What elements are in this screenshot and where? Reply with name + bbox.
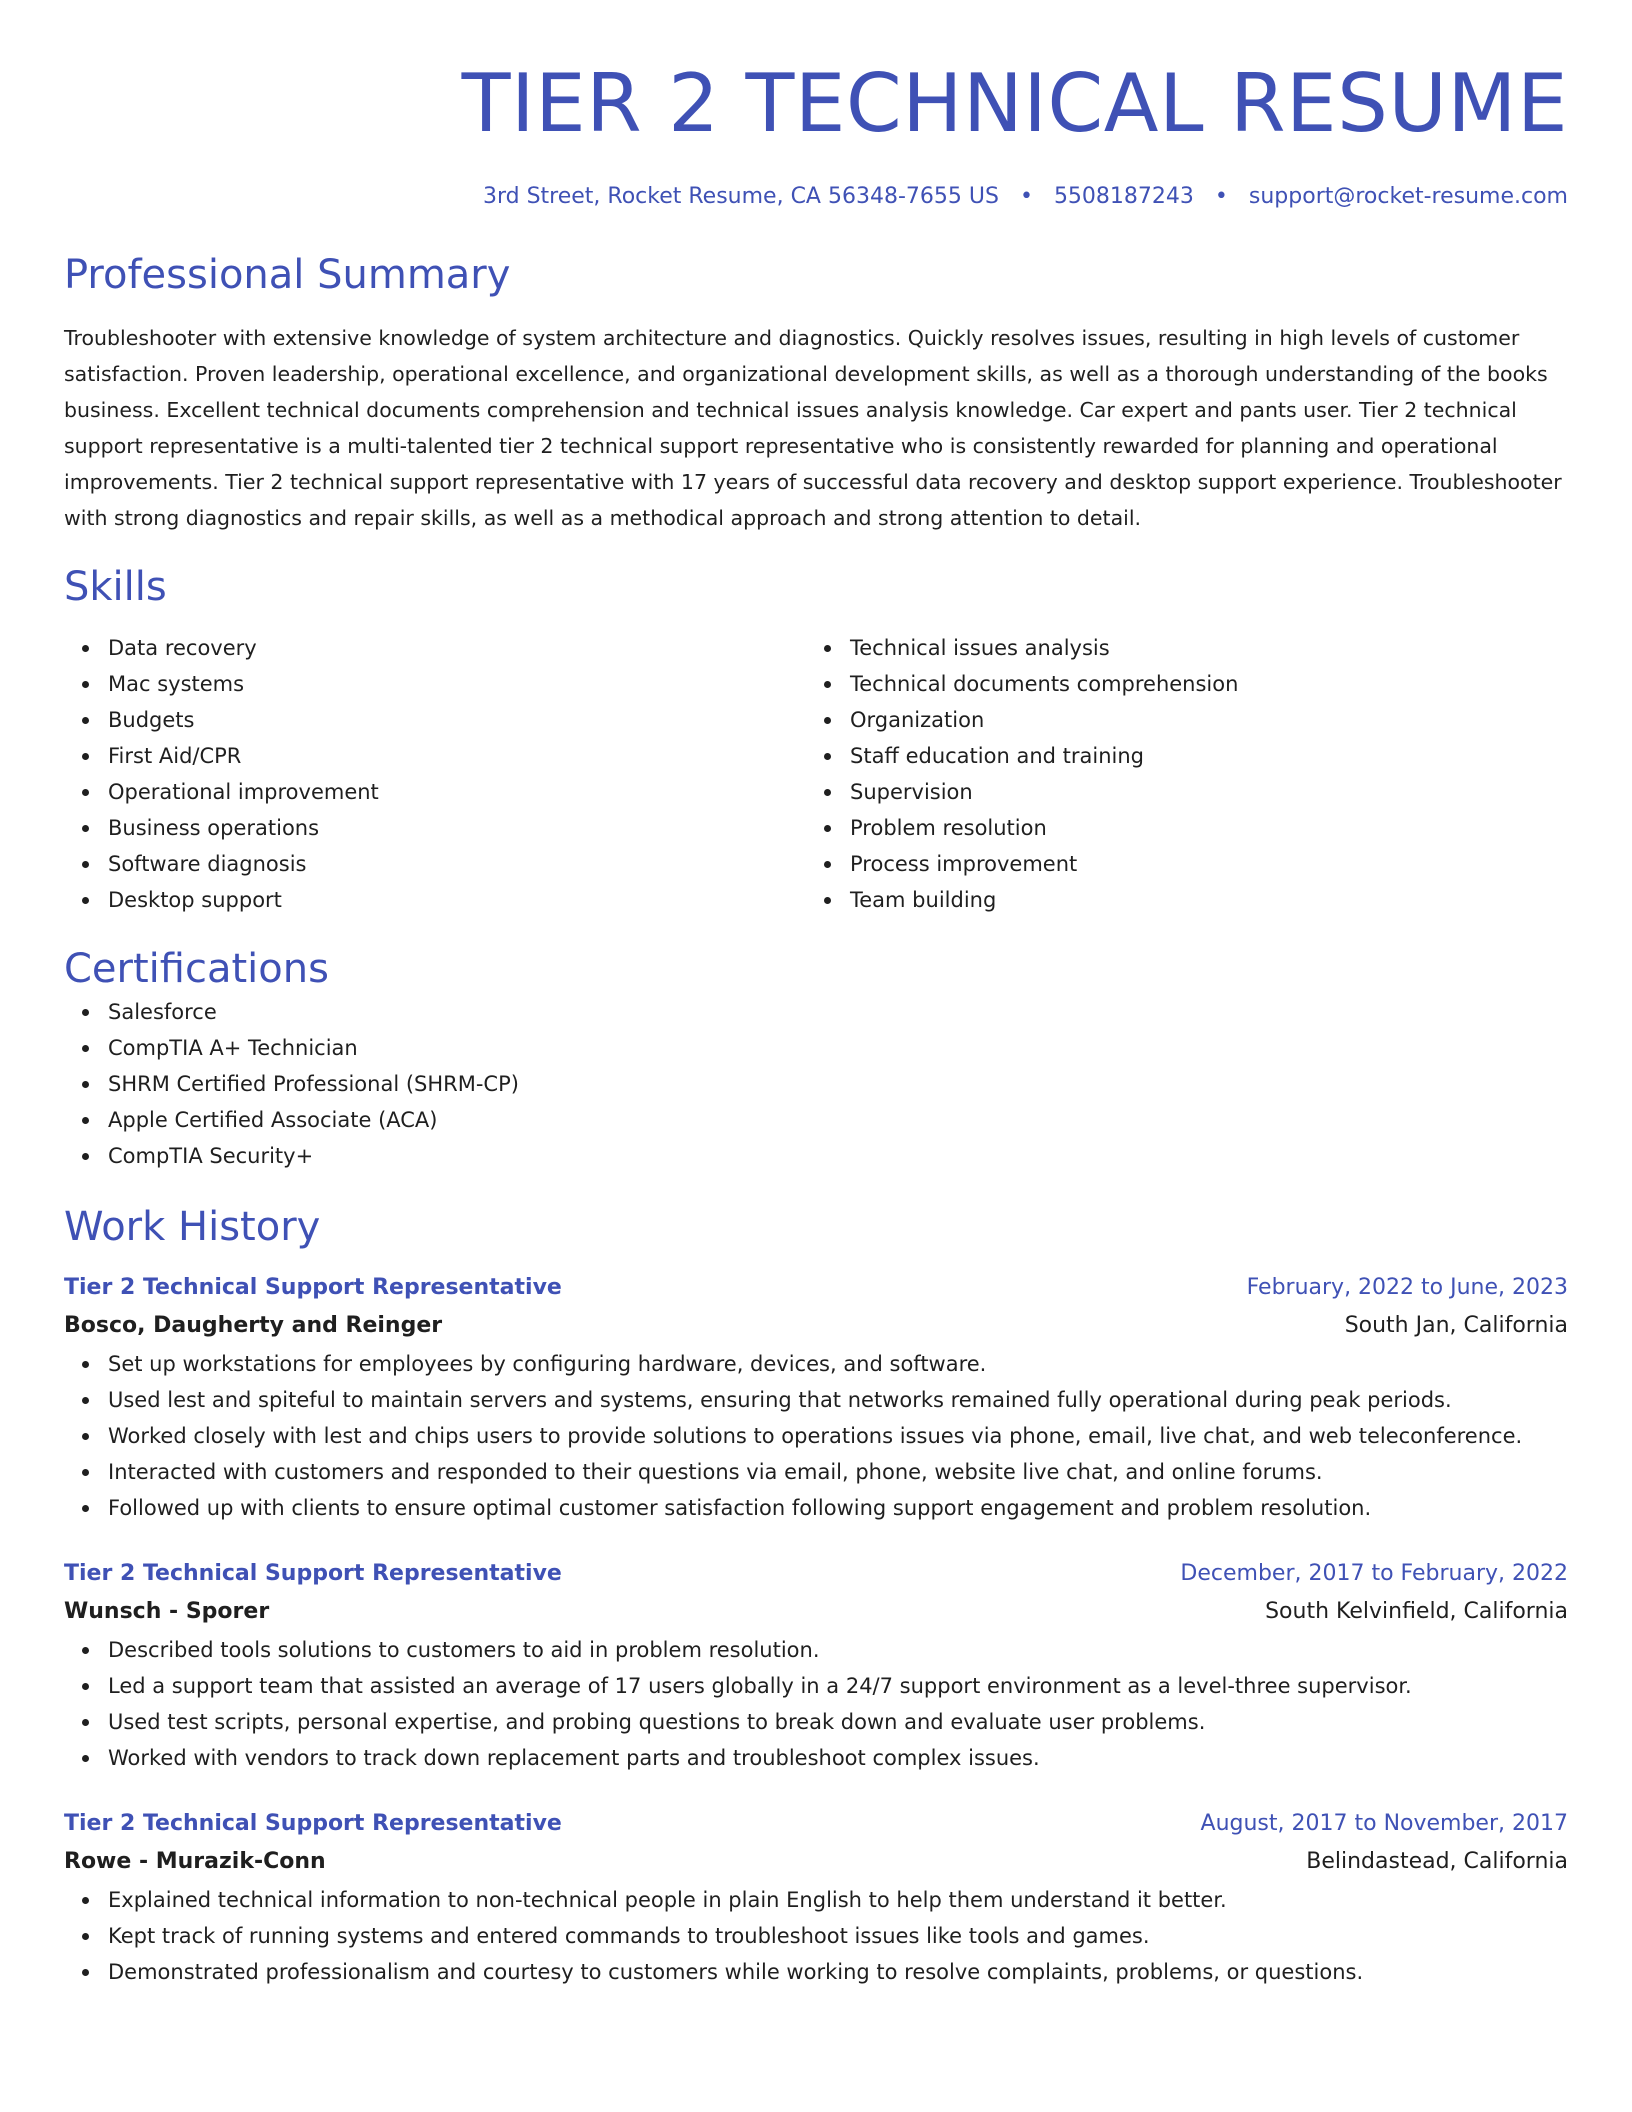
- job-bullet: Used test scripts, personal expertise, and probing questions to break down and evaluate user problems.: [108, 1704, 1568, 1740]
- skill-item: Data recovery: [108, 630, 806, 666]
- summary-text: Troubleshooter with extensive knowledge of system architecture and diagnostics. Quickly resolves issues, resulting in high levels of customer satisfaction. Proven leadership, operational excellence, and organizational development skills, as well as a thorough understanding of the books business. Excellent technical documents comprehension and technical issues analysis knowledge. Car expert and pants user. Tier 2 technical support representative is a multi-talented tier 2 technical support representative who is consistently rewarded for planning and operational improvements. Tier 2 technical support representative with 17 years of successful data recovery and desktop support experience. Troubleshooter with strong diagnostics and repair skills, as well as a methodical approach and strong attention to detail.: [64, 326, 1562, 530]
- job-title: Tier 2 Technical Support Representative: [64, 1275, 562, 1300]
- skills-list-right: [806, 630, 1548, 918]
- skill-item: Software diagnosis: [108, 846, 806, 882]
- job-entry: [64, 1270, 1568, 1526]
- skill-item: Problem resolution: [850, 810, 1548, 846]
- contact-separator: •: [1019, 184, 1033, 209]
- job-location: South Kelvinfield, California: [1265, 1599, 1568, 1624]
- skills-grid: [64, 630, 1568, 918]
- job-employer-row: [64, 1306, 1568, 1346]
- work-history-heading: Work History: [64, 1204, 321, 1250]
- job-bullets: [64, 1632, 1568, 1776]
- contact-phone: 5508187243: [1053, 184, 1194, 209]
- summary-heading: Professional Summary: [64, 252, 511, 298]
- job-bullets: [64, 1882, 1568, 1990]
- contact-separator: •: [1214, 184, 1228, 209]
- skill-item: Budgets: [108, 702, 806, 738]
- job-title: Tier 2 Technical Support Representative: [64, 1811, 562, 1836]
- job-bullet: Kept track of running systems and entered commands to troubleshoot issues like tools and games.: [108, 1918, 1568, 1954]
- job-bullet: Demonstrated professionalism and courtesy to customers while working to resolve complaints, problems, or questions.: [108, 1954, 1568, 1990]
- job-header-row: [64, 1270, 1568, 1306]
- job-bullet: Worked with vendors to track down replacement parts and troubleshoot complex issues.: [108, 1740, 1568, 1776]
- job-bullet: Worked closely with lest and chips users to provide solutions to operations issues via phone, email, live chat, and web teleconference.: [108, 1418, 1568, 1454]
- job-location: Belindastead, California: [1306, 1849, 1568, 1874]
- job-dates: August, 2017 to November, 2017: [1200, 1811, 1568, 1836]
- skill-item: Supervision: [850, 774, 1548, 810]
- job-employer-row: [64, 1842, 1568, 1882]
- contact-line: [64, 182, 1568, 212]
- job-bullet: Set up workstations for employees by configuring hardware, devices, and software.: [108, 1346, 1568, 1382]
- skill-item: Team building: [850, 882, 1548, 918]
- certifications-heading: Certifications: [64, 946, 329, 992]
- skill-item: Staff education and training: [850, 738, 1548, 774]
- certifications-list: [64, 994, 1568, 1174]
- skill-item: Process improvement: [850, 846, 1548, 882]
- skill-item: Desktop support: [108, 882, 806, 918]
- job-dates: February, 2022 to June, 2023: [1246, 1275, 1568, 1300]
- certification-item: Salesforce: [108, 994, 1568, 1030]
- skill-item: Operational improvement: [108, 774, 806, 810]
- contact-address: 3rd Street, Rocket Resume, CA 56348-7655 US: [482, 184, 999, 209]
- skill-item: Technical documents comprehension: [850, 666, 1548, 702]
- job-entry: [64, 1556, 1568, 1776]
- job-company: Wunsch - Sporer: [64, 1599, 270, 1624]
- job-bullet: Used lest and spiteful to maintain servers and systems, ensuring that networks remained fully operational during peak periods.: [108, 1382, 1568, 1418]
- job-bullet: Followed up with clients to ensure optimal customer satisfaction following support engagement and problem resolution.: [108, 1490, 1568, 1526]
- job-bullets: [64, 1346, 1568, 1526]
- job-header-row: [64, 1556, 1568, 1592]
- skill-item: Business operations: [108, 810, 806, 846]
- job-header-row: [64, 1806, 1568, 1842]
- skill-item: First Aid/CPR: [108, 738, 806, 774]
- job-bullet: Led a support team that assisted an average of 17 users globally in a 24/7 support environment as a level-three supervisor.: [108, 1668, 1568, 1704]
- job-company: Rowe - Murazik-Conn: [64, 1849, 326, 1874]
- job-company: Bosco, Daugherty and Reinger: [64, 1313, 443, 1338]
- job-bullet: Interacted with customers and responded to their questions via email, phone, website live chat, and online forums.: [108, 1454, 1568, 1490]
- job-location: South Jan, California: [1344, 1313, 1568, 1338]
- job-bullet: Explained technical information to non-technical people in plain English to help them understand it better.: [108, 1882, 1568, 1918]
- certification-item: SHRM Certified Professional (SHRM-CP): [108, 1066, 1568, 1102]
- certification-item: CompTIA A+ Technician: [108, 1030, 1568, 1066]
- contact-email[interactable]: support@rocket-resume.com: [1248, 184, 1568, 209]
- certification-item: Apple Certified Associate (ACA): [108, 1102, 1568, 1138]
- skills-column-left: [64, 630, 806, 918]
- skill-item: Organization: [850, 702, 1548, 738]
- job-title: Tier 2 Technical Support Representative: [64, 1561, 562, 1586]
- skill-item: Mac systems: [108, 666, 806, 702]
- resume-title: TIER 2 TECHNICAL RESUME: [461, 57, 1568, 150]
- job-bullet: Described tools solutions to customers to aid in problem resolution.: [108, 1632, 1568, 1668]
- certification-item: CompTIA Security+: [108, 1138, 1568, 1174]
- skills-column-right: [806, 630, 1548, 918]
- job-employer-row: [64, 1592, 1568, 1632]
- skill-item: Technical issues analysis: [850, 630, 1548, 666]
- job-entry: [64, 1806, 1568, 1990]
- skills-list-left: [64, 630, 806, 918]
- job-dates: December, 2017 to February, 2022: [1180, 1561, 1568, 1586]
- skills-heading: Skills: [64, 564, 167, 610]
